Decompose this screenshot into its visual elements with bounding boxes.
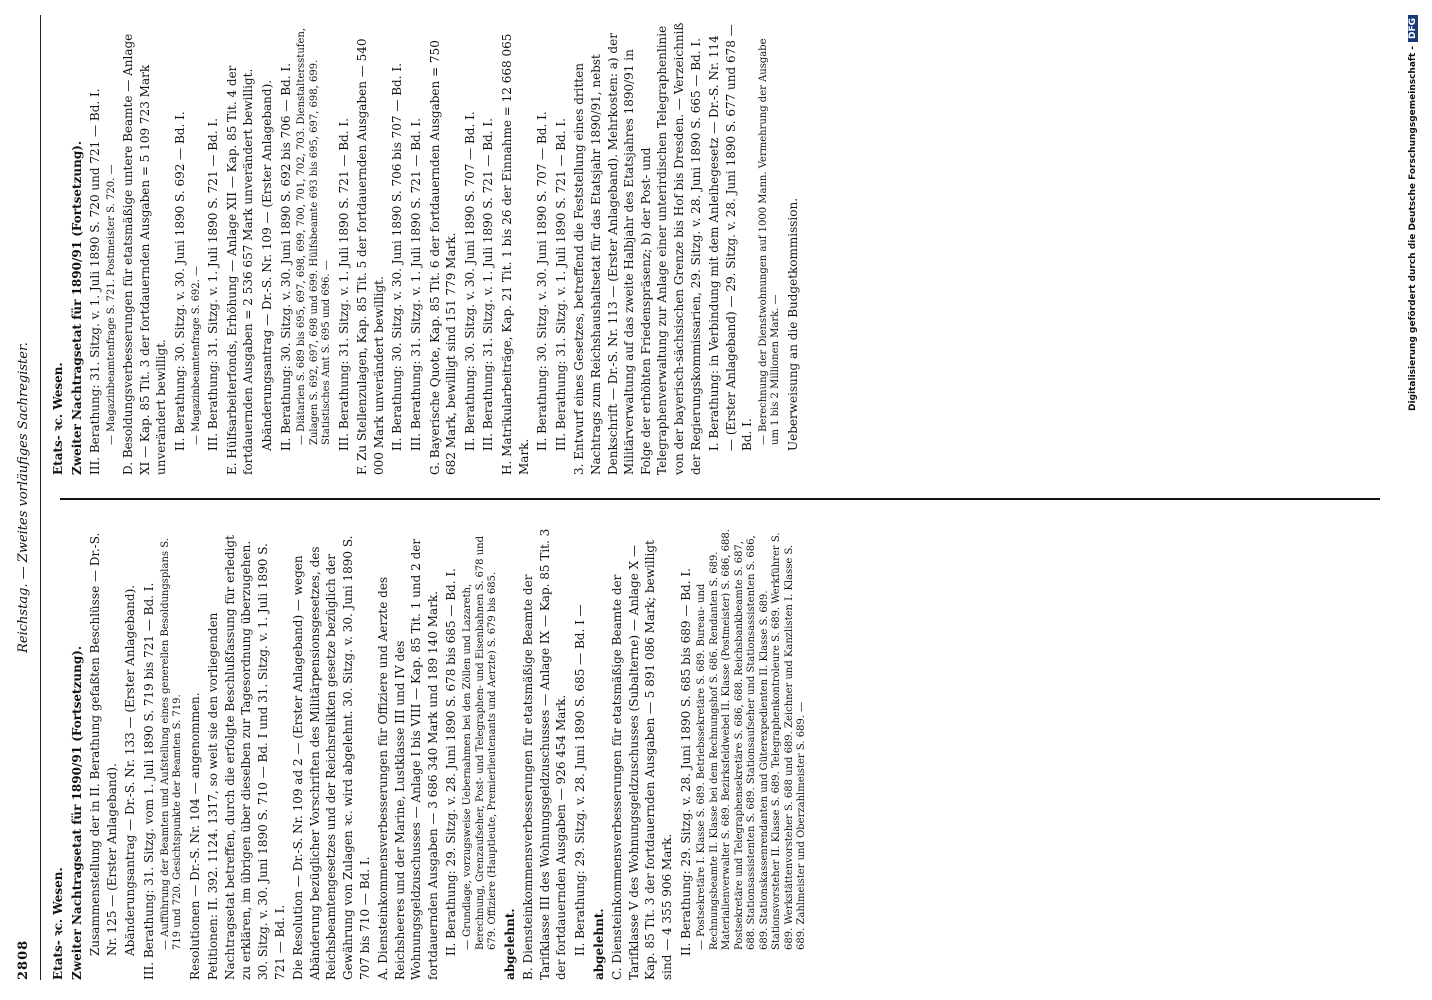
entry-paragraph: Petitionen: II. 392. 1124. 1317, so weit sie den vorliegenden Nachtragsetat betreffen, durch die erfolgte Beschlußfassung für erledigt zu erklären, im übrigen über dieselben zur Tagesordnung überzugehen. 30. Sitzg. v. 30. Juni 1890 S. 710 — Bd. I und 31. Sitzg. v. 1. Juli 1890 S. 721 — Bd. I.: [206, 535, 287, 980]
column-divider: [60, 498, 1380, 500]
entry-paragraph: H. Matrikularbeiträge, Kap. 21 Tit. 1 bis 26 der Einnahme = 12 668 065 Mark.: [499, 33, 531, 475]
section-heading: abgelehnt.: [591, 908, 606, 980]
entry-paragraph: B. Diensteinkommensverbesserungen für etatsmäßige Beamte der Tarifklasse III des Wohnungsgeldzuschusses — Anlage IX — Kap. 85 Tit. 3 der fortdauernden Ausgaben — 926 454 Mark.: [521, 528, 569, 980]
entry-paragraph: E. Hülfsarbeiterfonds, Erhöhung — Anlage XII — Kap. 85 Tit. 4 der fortdauernden Ausgaben = 2 536 657 Mark unverändert bewilligt.: [224, 65, 256, 475]
digitization-note: Digitalisierung gefördert durch die Deutsche Forschungsgemeinschaft -: [1408, 46, 1418, 411]
entry-paragraph: Zusammenstellung der in II. Berathung gefaßten Beschlüsse — Dr.-S. Nr. 125 — (Erster Anlageband).: [88, 532, 119, 956]
right-column: [50, 20, 803, 475]
entry-paragraph: III. Berathung: 31. Sitzg. v. 1. Juli 1890 S. 721 — Bd. I.: [336, 118, 351, 451]
entry-paragraph: I. Berathung: in Verbindung mit dem Anleihegesetz — Dr.-S. Nr. 114 — (Erster Anlageband) — 29. Sitzg. v. 28. Juni 1890 S. 677 und 678 — Bd. I.: [707, 24, 755, 451]
section-heading: Etats- ꝛc. Wesen.: [51, 867, 65, 980]
section-heading: abgelehnt.: [502, 908, 517, 980]
entry-paragraph: II. Berathung: 30. Sitzg. v. 30. Juni 1890 S. 707 — Bd. I.: [462, 111, 477, 451]
entry-paragraph: Resolutionen — Dr.-S. Nr. 104 — angenommen.: [187, 692, 202, 980]
entry-paragraph: II. Berathung: 29. Sitzg. v. 28. Juni 1890 S. 685 — Bd. I —: [572, 604, 587, 956]
entry-paragraph: — Magazinbeamtenfrage S. 692. —: [190, 265, 202, 445]
page-header: [8, 15, 36, 980]
entry-paragraph: — Aufführung der Beamten und Aufstellung eines generellen Besoldungsplans S. 719 und 720. Gesichtspunkte der Beamten S. 719.: [159, 538, 184, 950]
entry-paragraph: III. Berathung: 31. Sitzg. vom 1. Juli 1890 S. 719 bis 721 — Bd. I.: [141, 582, 156, 980]
section-heading: Etats- ꝛc. Wesen.: [51, 362, 65, 475]
entry-paragraph: — Magazinbeamtenfrage S. 721. Postmeister S. 720. —: [105, 164, 117, 445]
entry-paragraph: III. Berathung: 31. Sitzg. v. 1. Juli 1890 S. 721 — Bd. I.: [481, 118, 496, 451]
entry-paragraph: — Postsekretäre I. Klasse S. 689. Betriebssekretäre S. 689. Bureau- und Rechnungsbeamte II. Klasse bei dem Rechnungshof S. 686. Rendanten S. 689. Materialienverwalter S. 689. Bezirksfeldwebel II. Klasse (Postmeister) S. 686, 688. Postsekretäre und Telegraphensekretäre S. 686, 688. Reichsbankbeamte S. 687, 688. Stationsassistenten S. 689. Stationsaufseher und Stationsassistenten S. 686, 689. Stationskassenrendanten und Güterexpedienten II. Klasse S. 689. Stationsvorsteher II. Klasse S. 689. Telegraphenkontroleure S. 689. Werkführer S. 689. Werkstättenvorsteher S. 688 und 689. Zeichner und Kanzlisten I. Klasse S. 689. Zahlmeister und Oberzahlmeister S. 689. —: [696, 529, 808, 950]
entry-paragraph: Ueberweisung an die Budgetkommission.: [785, 197, 800, 451]
entry-paragraph: II. Berathung: 30. Sitzg. v. 30. Juni 1890 S. 692 bis 706 — Bd. I.: [278, 63, 293, 451]
digitization-credit: [1408, 15, 1418, 980]
dfg-logo: DFG: [1408, 15, 1418, 42]
section-heading: Zweiter Nachtragsetat für 1890/91 (Fortsetzung).: [69, 645, 84, 980]
entry-paragraph: II. Berathung: 30. Sitzg. v. 30. Juni 1890 S. 706 bis 707 — Bd. I.: [390, 63, 405, 451]
header-rule: [40, 15, 41, 980]
entry-paragraph: — Berechnung der Dienstwohnungen auf 1000 Mann. Vermehrung der Ausgabe um 1 bis 2 Millionen Mark. —: [757, 38, 782, 445]
entry-paragraph: II. Berathung: 29. Sitzg. v. 28. Juni 1890 S. 685 bis 689 — Bd. I.: [678, 568, 693, 956]
entry-paragraph: F. Zu Stellenzulagen, Kap. 85 Tit. 5 der fortdauernden Ausgaben — 540 000 Mark unverändert bewilligt.: [355, 38, 386, 475]
entry-paragraph: — Grundlage, vorzugsweise Uebernahmen bei den Zöllen und Lazareth, Berechnung, Grenzaufseher, Post- und Telegraphen- und Eisenbahnen S. 678 und 679. Offiziere (Hauptleute, Premierlieutenants und Aerzte) S. 679 bis 685.: [462, 535, 499, 950]
page-number: 2808: [16, 939, 31, 980]
entry-paragraph: Abänderungsantrag — Dr.-S. Nr. 109 — (Erster Anlageband).: [259, 79, 274, 451]
entry-paragraph: III. Berathung: 31. Sitzg. v. 1. Juli 1890 S. 721 — Bd. I.: [206, 118, 221, 451]
entry-paragraph: III. Berathung: 31. Sitzg. v. 1. Juli 1890 S. 721 — Bd. I.: [409, 118, 423, 451]
entry-paragraph: G. Bayerische Quote, Kap. 85 Tit. 6 der fortdauernden Ausgaben = 750 682 Mark, bewilligt sind 151 779 Mark.: [427, 40, 459, 475]
entry-paragraph: D. Besoldungsverbesserungen für etatsmäßige untere Beamte — Anlage XI — Kap. 85 Tit. 3 der fortdauernden Ausgaben = 5 109 723 Mark unverändert bewilligt.: [121, 33, 169, 475]
section-heading: Zweiter Nachtragsetat für 1890/91 (Fortsetzung).: [69, 140, 84, 475]
entry-paragraph: III. Berathung: 31. Sitzg. v. 1. Juli 1890 S. 721 — Bd. I.: [553, 118, 568, 451]
entry-paragraph: II. Berathung: 30. Sitzg. v. 30. Juni 1890 S. 692 — Bd. I.: [173, 111, 188, 451]
entry-paragraph: II. Berathung: 30. Sitzg. v. 30. Juni 1890 S. 707 — Bd. I.: [535, 111, 550, 451]
entry-paragraph: — Diätarien S. 689 bis 695, 697, 698, 699, 700, 701, 702, 703. Dienstaltersstufen, Zulagen S. 692, 697, 698 und 699. Hülfsbeamte 693 bis 695, 697, 698, 699. Statistisches Amt S. 695 und 696. —: [296, 28, 333, 445]
entry-paragraph: Abänderungsantrag — Dr.-S. Nr. 133 — (Erster Anlageband).: [123, 584, 138, 956]
running-title: Reichstag. — Zweites vorläufiges Sachregister.: [16, 342, 31, 653]
entry-paragraph: III. Berathung: 31. Sitzg. v. 1. Juli 1890 S. 720 und 721 — Bd. I.: [88, 88, 103, 475]
entry-paragraph: A. Diensteinkommensverbesserungen für Offiziere und Aerzte des Reichsheeres und der Marine, Lustklasse III und IV des Wohnungsgeldzuschusses — Anlage I bis VIII — Kap. 85 Tit. 1 und 2 der fortdauernden Ausgaben — 3 686 340 Mark und 189 140 Mark.: [376, 538, 440, 980]
entry-paragraph: II. Berathung: 29. Sitzg. v. 28. Juni 1890 S. 678 bis 685 — Bd. I.: [444, 568, 459, 956]
entry-paragraph: Die Resolution — Dr.-S. Nr. 109 ad 2 — (Erster Anlageband) — wegen Abänderung bezüglicher Vorschriften des Militärpensionsgesetzes, des Reichsbeamtengesetzes und der Reichsrelikten gesetze bezüglich der Gewährung von Zulagen ꝛc. wird abgelehnt. 30. Sitzg. v. 30. Juni 1890 S. 707 bis 710 — Bd. I.: [291, 535, 372, 980]
entry-paragraph: 3. Entwurf eines Gesetzes, betreffend die Feststellung eines dritten Nachtrags zum Reichshaushaltsetat für das Etatsjahr 1890/91, nebst Denkschrift — Dr.-S. Nr. 113 — (Erster Anlageband). Mehrkosten: a) der Militärverwaltung auf das zweite Halbjahr des Etatsjahres 1890/91 in Folge der erhöhten Friedenspräsenz; b) der Post- und Telegraphenverwaltung zur Anlage einer unterirdischen Telegraphenlinie von der bayerisch-sächsischen Grenze bis Hof bis Dresden. — Verzeichniß der Regierungskommissarien, 29. Sitzg. v. 28. Juni 1890 S. 665 — Bd. I.: [572, 22, 703, 475]
left-column: [50, 525, 811, 980]
entry-paragraph: C. Diensteinkommensverbesserungen für etatsmäßige Beamte der Tarifklasse V des Wohnungsgeldzuschusses (Subalterne) — Anlage X — Kap. 85 Tit. 3 der fortdauernden Ausgaben — 5 891 086 Mark; bewilligt sind — 4 355 906 Mark.: [610, 540, 674, 980]
